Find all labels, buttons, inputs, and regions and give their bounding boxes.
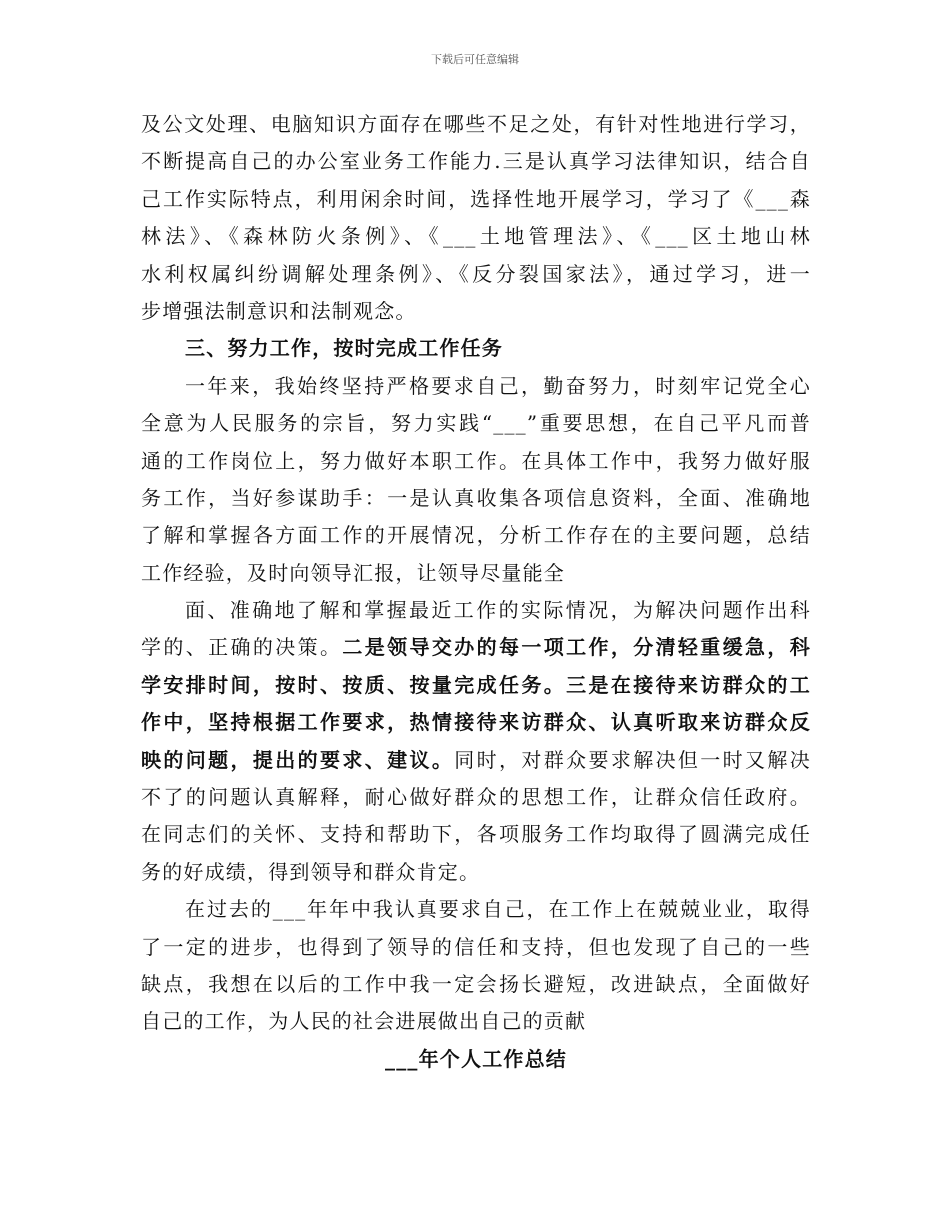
paragraph-line: 己工作实际特点，利用闲余时间，选择性地开展学习，学习了《___森 [141,186,811,211]
paragraph-line: 学安排时间，按时、按质、按量完成任务。三是在接待来访群众的工 [141,672,811,697]
paragraph-line [141,742,811,779]
paragraph-line: 不断提高自己的办公室业务工作能力.三是认真学习法律知识，结合自 [141,149,811,174]
paragraph-line: 不了的问题认真解释，耐心做好群众的思想工作，让群众信任政府。 [141,785,811,810]
bold-segment: 映的问题，提出的要求、建议。 [141,747,455,772]
paragraph-line [141,629,811,666]
paragraph-line: 一年来，我始终坚持严格要求自己，勤奋努力，时刻牢记党全心 [185,373,811,398]
document-title: ___年个人工作总结 [385,1046,567,1071]
paragraph-line: 林法》、《森林防火条例》、《___土地管理法》、《___区土地山林 [141,224,811,249]
paragraph-line: 务的好成绩，得到领导和群众肯定。 [141,859,481,884]
paragraph-line: 在同志们的关怀、支持和帮助下，各项服务工作均取得了圆满完成任 [141,822,811,847]
paragraph-line: 全意为人民服务的宗旨，努力实践“___”重要思想，在自己平凡而普 [141,411,811,436]
paragraph-line: 通的工作岗位上，努力做好本职工作。在具体工作中，我努力做好服 [141,448,811,473]
paragraph-line: 了解和掌握各方面工作的开展情况，分析工作存在的主要问题，总结 [141,523,811,548]
paragraph-line: 步增强法制意识和法制观念。 [141,298,417,323]
paragraph-line: 作中，坚持根据工作要求，热情接待来访群众、认真听取来访群众反 [141,710,811,735]
paragraph-line: 工作经验，及时向领导汇报，让领导尽量能全 [141,560,565,585]
paragraph-line: 面、准确地了解和掌握最近工作的实际情况，为解决问题作出科 [185,598,811,623]
paragraph-line: 水利权属纠纷调解处理条例》、《反分裂国家法》，通过学习，进一 [141,261,811,286]
line-segment: 学的、正确的决策。 [141,635,343,660]
section-heading: 三、努力工作，按时完成工作任务 [185,336,503,361]
line-segment: 同时，对群众要求解决但一时又解决 [454,747,811,772]
bold-segment: 二是领导交办的每一项工作，分清轻重缓急，科 [342,635,811,660]
paragraph-line: 及公文处理、电脑知识方面存在哪些不足之处，有针对性地进行学习， [141,112,811,136]
paragraph-line: 了一定的进步，也得到了领导的信任和支持，但也发现了自己的一些 [141,934,811,959]
paragraph-line: 缺点，我想在以后的工作中我一定会扬长避短，改进缺点，全面做好 [141,971,811,996]
paragraph-line: 务工作，当好参谋助手：一是认真收集各项信息资料，全面、准确地 [141,485,811,510]
paragraph-line: 在过去的___年年中我认真要求自己，在工作上在兢兢业业，取得 [185,897,811,922]
document-body [141,106,811,1078]
page-header-note: 下载后可任意编辑 [431,53,519,66]
paragraph-line: 自己的工作，为人民的社会进展做出自己的贡献 [141,1009,587,1034]
